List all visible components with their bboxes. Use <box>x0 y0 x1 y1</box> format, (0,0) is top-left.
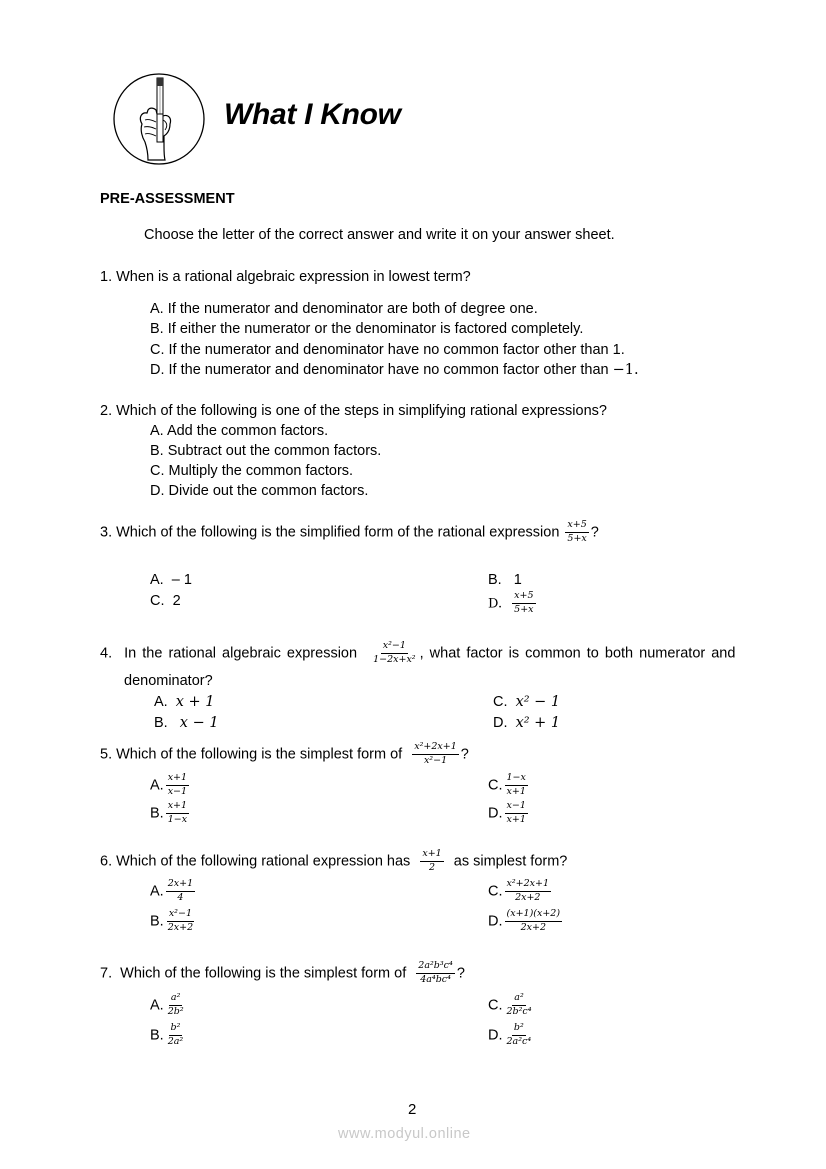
q7-option-b[interactable] <box>150 1023 187 1048</box>
question-text-after: as simplest form? <box>453 853 568 870</box>
option-letter: A. <box>150 572 164 588</box>
option-letter: D. <box>488 596 503 612</box>
option-letter: B. <box>154 715 168 731</box>
numerator: x+1 <box>420 849 443 862</box>
question-2 <box>100 403 607 419</box>
numerator: x²+2x+1 <box>412 742 459 755</box>
q2-option-d[interactable] <box>150 483 368 499</box>
q3-option-b[interactable] <box>488 572 522 588</box>
question-text: When is a rational algebraic expression in lowest term? <box>116 269 471 285</box>
numerator: x+5 <box>512 591 535 604</box>
option-letter: A. <box>150 423 164 439</box>
question-number: 5. <box>100 746 113 763</box>
question-text: In the rational algebraic expression <box>124 645 358 662</box>
option-fraction <box>512 591 535 616</box>
option-letter: D. <box>488 913 503 930</box>
option-fraction <box>166 879 195 904</box>
question-number: 3. <box>100 524 113 541</box>
option-letter: D. <box>493 715 508 731</box>
q4-option-b[interactable] <box>154 715 219 731</box>
denominator: 1−x <box>167 813 188 825</box>
denominator: 2x+2 <box>520 921 546 933</box>
q7-option-c[interactable] <box>488 993 536 1018</box>
hand-holding-pencil-icon <box>112 72 206 166</box>
option-text: If the numerator and denominator have no common factor other than 1. <box>168 342 625 358</box>
numerator: x+1 <box>166 801 189 814</box>
q3-option-d[interactable] <box>488 591 538 616</box>
option-fraction <box>505 993 534 1018</box>
numerator: x²−1 <box>381 641 408 654</box>
question-text: Which of the following is one of the steps in simplifying rational expressions? <box>116 403 607 419</box>
option-fraction <box>505 879 552 904</box>
numerator: 2a²b³c⁴ <box>416 961 455 974</box>
q7-option-d[interactable] <box>488 1023 535 1048</box>
option-letter: A. <box>154 694 168 710</box>
question-expression <box>565 520 588 545</box>
question-suffix: ? <box>460 746 469 763</box>
question-suffix: ? <box>590 524 599 541</box>
option-fraction <box>505 909 563 934</box>
q4-option-d[interactable] <box>493 715 560 731</box>
option-letter: A. <box>150 883 164 900</box>
denominator: x²−1 <box>423 754 448 766</box>
question-4 <box>100 641 735 666</box>
numerator: x+5 <box>565 520 588 533</box>
numerator: b² <box>169 1023 183 1036</box>
question-7 <box>100 961 465 986</box>
q6-option-c[interactable] <box>488 879 553 904</box>
q5-option-a[interactable] <box>150 773 191 798</box>
q4-option-a[interactable] <box>154 694 215 710</box>
q5-option-b[interactable] <box>150 801 191 826</box>
option-letter: B. <box>150 321 164 337</box>
option-text: 2 <box>172 593 181 609</box>
question-text: Which of the following is the simplified form of the rational expression <box>116 524 560 541</box>
option-fraction <box>166 909 195 934</box>
option-letter: C. <box>150 463 165 479</box>
option-fraction <box>166 993 186 1018</box>
denominator: 5+x <box>514 603 534 615</box>
option-letter: B. <box>150 805 164 822</box>
option-fraction <box>505 773 528 798</box>
numerator: x²+2x+1 <box>505 879 552 892</box>
option-letter: B. <box>150 913 164 930</box>
option-math: x² − 1 <box>515 694 561 710</box>
denominator: x+1 <box>506 813 526 825</box>
q6-option-d[interactable] <box>488 909 564 934</box>
question-5 <box>100 742 469 767</box>
numerator: a² <box>169 993 182 1006</box>
q5-option-d[interactable] <box>488 801 530 826</box>
q6-option-b[interactable] <box>150 909 197 934</box>
question-text: Which of the following is the simplest form of <box>120 965 407 982</box>
question-text-after: , what factor is common to both numerator and <box>419 645 736 662</box>
denominator: 2x+2 <box>167 921 194 933</box>
question-text: Which of the following is the simplest form of <box>116 746 403 763</box>
denominator: 2a²c⁴ <box>506 1035 532 1047</box>
option-fraction <box>505 1023 534 1048</box>
question-1 <box>100 269 471 285</box>
numerator: b² <box>512 1023 526 1036</box>
numerator: x−1 <box>505 801 528 814</box>
denominator: 2a² <box>167 1035 184 1047</box>
question-number: 2. <box>100 403 113 419</box>
option-text: 1 <box>513 572 522 588</box>
question-3 <box>100 520 599 545</box>
option-text: Subtract out the common factors. <box>167 443 382 459</box>
denominator: 5+x <box>567 532 587 544</box>
denominator: 2b²c⁴ <box>506 1005 532 1017</box>
question-expression <box>412 742 459 767</box>
option-letter: D. <box>150 362 165 378</box>
question-4-line2: denominator? <box>124 673 213 689</box>
q4-option-c[interactable] <box>493 694 560 710</box>
q3-option-a[interactable] <box>150 572 192 588</box>
denominator: 4 <box>177 891 184 903</box>
question-expression <box>416 961 455 986</box>
option-letter: B. <box>150 1027 164 1044</box>
question-expression <box>420 849 443 874</box>
q1-option-c[interactable] <box>150 342 625 358</box>
option-text: If either the numerator or the denominator is factored completely. <box>167 321 584 337</box>
question-number: 1. <box>100 269 113 285</box>
denominator: 2b² <box>167 1005 184 1017</box>
q2-option-c[interactable] <box>150 463 353 479</box>
q6-option-a[interactable] <box>150 879 197 904</box>
option-letter: A. <box>150 997 164 1014</box>
option-math: x − 1 <box>179 715 219 731</box>
option-fraction <box>166 801 189 826</box>
option-letter: A. <box>150 301 164 317</box>
option-text: If the numerator and denominator are both of degree one. <box>167 301 538 317</box>
q1-option-a[interactable] <box>150 301 538 317</box>
option-math: x² + 1 <box>515 715 561 731</box>
q5-option-c[interactable] <box>488 773 530 798</box>
numerator: (x+1)(x+2) <box>505 909 563 922</box>
denominator: 2 <box>429 861 436 873</box>
numerator: a² <box>512 993 525 1006</box>
question-number: 4. <box>100 645 113 662</box>
instructions: Choose the letter of the correct answer and write it on your answer sheet. <box>144 227 615 243</box>
option-letter: C. <box>493 694 508 710</box>
page-number: 2 <box>408 1101 417 1118</box>
q7-option-a[interactable] <box>150 993 188 1018</box>
option-letter: B. <box>488 572 502 588</box>
option-letter: C. <box>150 342 165 358</box>
q2-option-b[interactable] <box>150 443 381 459</box>
option-letter: A. <box>150 777 164 794</box>
option-text: Add the common factors. <box>166 423 329 439</box>
denominator: 2x+2 <box>515 891 541 903</box>
q1-option-b[interactable] <box>150 321 583 337</box>
question-number: 7. <box>100 965 113 982</box>
option-fraction <box>505 801 528 826</box>
page-title: What I Know <box>224 98 401 131</box>
section-heading: PRE-ASSESSMENT <box>100 191 235 207</box>
denominator: 4a⁴bc⁴ <box>420 973 451 985</box>
question-expression <box>371 641 418 666</box>
question-number: 6. <box>100 853 113 870</box>
option-fraction <box>166 773 189 798</box>
denominator: 1−2x+x² <box>373 653 416 665</box>
option-text: – 1 <box>171 572 192 588</box>
numerator: 1−x <box>505 773 528 786</box>
option-text: Multiply the common factors. <box>168 463 354 479</box>
option-letter: C. <box>488 777 503 794</box>
option-text: Divide out the common factors. <box>168 483 369 499</box>
numerator: 2x+1 <box>166 879 195 892</box>
option-letter: B. <box>150 443 164 459</box>
option-math: −1. <box>612 362 639 378</box>
option-letter: C. <box>488 883 503 900</box>
q3-option-c[interactable] <box>150 593 181 609</box>
option-text: If the numerator and denominator have no common factor other than <box>168 362 609 378</box>
option-letter: D. <box>150 483 165 499</box>
option-letter: C. <box>488 997 503 1014</box>
q1-option-d[interactable] <box>150 362 639 378</box>
option-letter: D. <box>488 1027 503 1044</box>
option-fraction <box>166 1023 186 1048</box>
question-suffix: ? <box>456 965 465 982</box>
question-6 <box>100 849 567 874</box>
option-math: x + 1 <box>175 694 215 710</box>
numerator: x+1 <box>166 773 189 786</box>
question-text: Which of the following rational expression has <box>116 853 411 870</box>
denominator: x+1 <box>506 785 526 797</box>
option-letter: C. <box>150 593 165 609</box>
numerator: x²−1 <box>167 909 194 922</box>
q2-option-a[interactable] <box>150 423 328 439</box>
denominator: x−1 <box>167 785 188 797</box>
option-letter: D. <box>488 805 503 822</box>
watermark: www.modyul.online <box>338 1126 471 1142</box>
